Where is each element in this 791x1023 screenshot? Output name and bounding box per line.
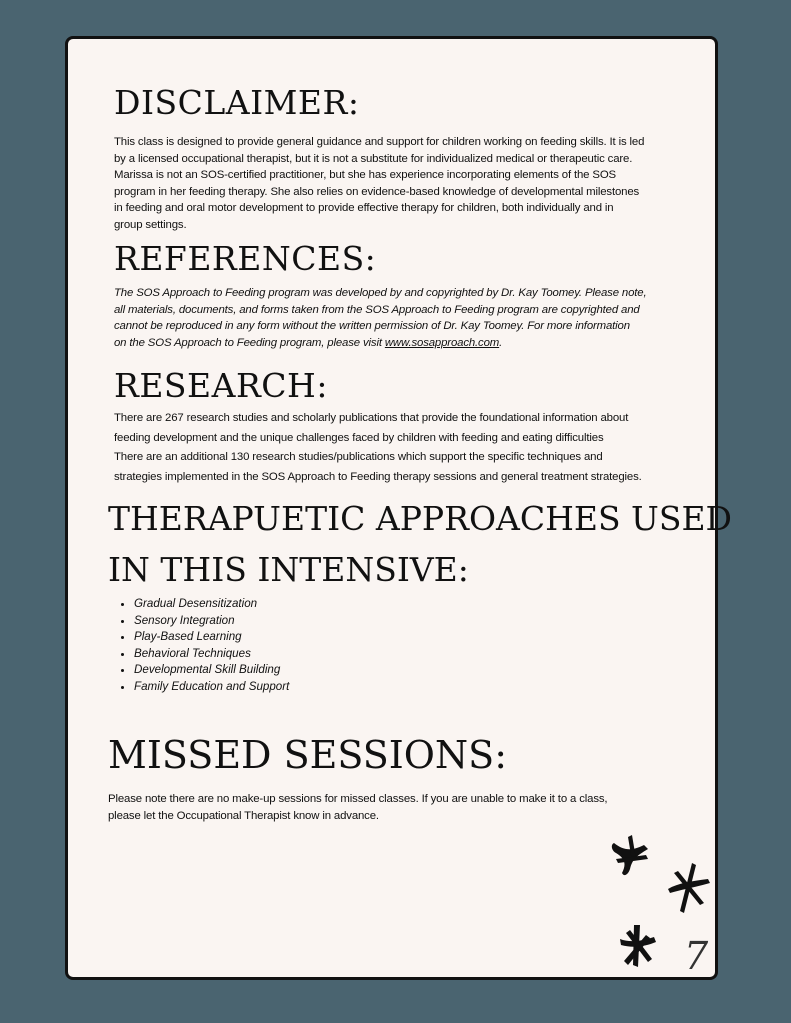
list-item: • Developmental Skill Building — [134, 662, 289, 679]
list-item: • Sensory Integration — [134, 613, 289, 630]
list-item: • Play-Based Learning — [134, 629, 289, 646]
document-page — [65, 36, 733, 980]
missed-sessions-text: Please note there are no make-up sessions for missed classes. If you are unable to make it to a class, please let the Occupational Therapist know in advance. — [108, 793, 608, 822]
brush-star-icon — [662, 859, 716, 917]
list-item: • Family Education and Support — [134, 679, 289, 696]
research-text: There are 267 research studies and scholarly publications that provide the foundational information about feeding development and the unique challenges faced by children with feeding and eating difficulties There are an additional 130 research studies/publications which support the specific techniques and strategies implemented in the SOS Approach to Feeding therapy sessions and general treatment strategies. — [114, 412, 642, 483]
references-heading: REFERENCES: — [114, 239, 377, 278]
sosapproach-link[interactable]: www.sosapproach.com — [384, 336, 500, 349]
approaches-heading-line2: IN THIS INTENSIVE: — [108, 550, 469, 589]
approaches-heading-line1: THERAPUETIC APPROACHES USED — [108, 499, 733, 538]
list-item: • Gradual Desensitization — [134, 596, 289, 613]
page-number: 7 — [684, 934, 709, 978]
research-heading: RESEARCH: — [114, 366, 328, 405]
brush-star-icon — [602, 829, 662, 889]
missed-sessions-heading: MISSED SESSIONS: — [108, 733, 508, 777]
brush-star-icon — [616, 921, 660, 971]
references-text: The SOS Approach to Feeding program was developed by and copyrighted by Dr. Kay Toomey. Please note, all materials, documents, and forms taken from the SOS Approach to Feeding program are copyrighted and cannot be reproduced in any form without the written permission of Dr. Kay Toomey. For more information on the SOS Approach to Feeding program, please visit www.sosapproach.com. — [114, 287, 647, 349]
disclaimer-heading: DISCLAIMER: — [114, 83, 360, 122]
list-item: • Behavioral Techniques — [134, 646, 289, 663]
disclaimer-text: This class is designed to provide general guidance and support for children working on feeding skills. It is led by a licensed occupational therapist, but it is not a substitute for individualized medical or therapeutic care. Marissa is not an SOS-certified practitioner, but she has experience incorporating elements of the SOS program in her feeding therapy. She also relies on evidence-based knowledge of developmental milestones in feeding and oral motor development to provide effective therapy for children, both individually and in group settings. — [114, 136, 645, 231]
approaches-list — [112, 596, 289, 695]
